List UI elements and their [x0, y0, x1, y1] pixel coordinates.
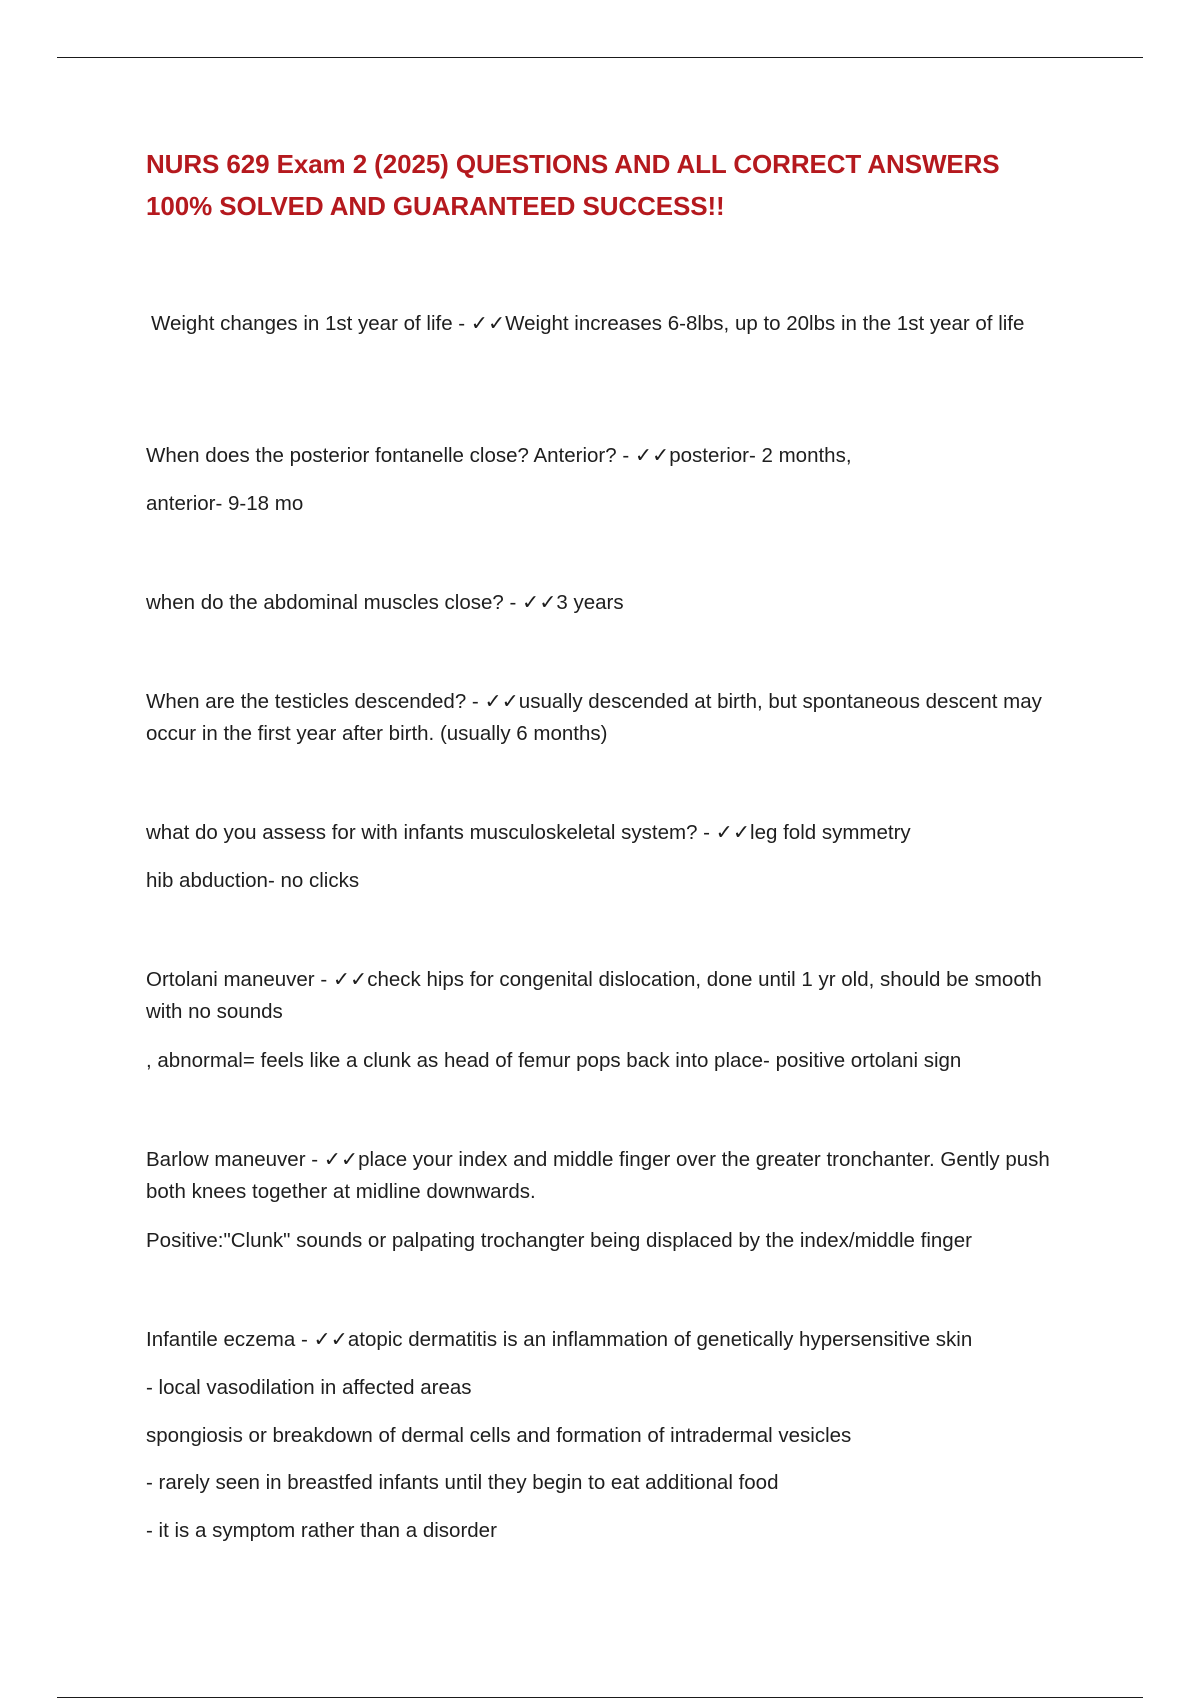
qa-text: - it is a symptom rather than a disorder — [146, 1519, 497, 1542]
qa-eczema-answer-line-2 — [146, 1420, 1066, 1452]
qa-eczema-answer-line-4 — [146, 1515, 1066, 1547]
qa-eczema-question — [146, 1324, 1066, 1356]
qa-text: when do the abdominal muscles close? - ✓✓3 years — [146, 591, 624, 614]
qa-text: Barlow maneuver - ✓✓place your index and middle finger over the greater tronchanter. Gently push both knees together at midline downwards. — [146, 1148, 1050, 1203]
qa-text: - rarely seen in breastfed infants until they begin to eat additional food — [146, 1471, 779, 1494]
title-line-2: 100% SOLVED AND GUARANTEED SUCCESS!! — [146, 191, 725, 221]
qa-text: - local vasodilation in affected areas — [146, 1376, 472, 1399]
title-line-1: NURS 629 Exam 2 (2025) QUESTIONS AND ALL CORRECT ANSWERS — [146, 149, 1000, 179]
document-title — [146, 143, 1106, 227]
qa-testicles-question — [146, 686, 1066, 750]
qa-fontanelle-question — [146, 440, 1066, 472]
qa-eczema-answer-line-3 — [146, 1467, 1066, 1499]
qa-text: When does the posterior fontanelle close? Anterior? - ✓✓posterior- 2 months, — [146, 444, 852, 467]
qa-text: what do you assess for with infants musculoskeletal system? - ✓✓leg fold symmetry — [146, 821, 911, 844]
qa-musculoskeletal-answer-line — [146, 865, 1066, 897]
qa-text: anterior- 9-18 mo — [146, 492, 304, 515]
qa-barlow-question — [146, 1144, 1066, 1208]
top-rule — [57, 57, 1143, 58]
qa-text: Weight changes in 1st year of life - ✓✓Weight increases 6-8lbs, up to 20lbs in the 1st year of life — [151, 312, 1025, 335]
qa-abdominal-muscles-question — [146, 587, 1066, 619]
qa-text: spongiosis or breakdown of dermal cells and formation of intradermal vesicles — [146, 1424, 852, 1447]
qa-musculoskeletal-question — [146, 817, 1066, 849]
qa-text: Ortolani maneuver - ✓✓check hips for congenital dislocation, done until 1 yr old, should be smooth with no sounds — [146, 968, 1042, 1023]
qa-text: Positive:"Clunk" sounds or palpating trochangter being displaced by the index/middle finger — [146, 1229, 972, 1252]
qa-text: , abnormal= feels like a clunk as head of femur pops back into place- positive ortolani sign — [146, 1049, 962, 1072]
qa-fontanelle-answer-line — [146, 488, 1066, 520]
qa-text: Infantile eczema - ✓✓atopic dermatitis is an inflammation of genetically hypersensitive skin — [146, 1328, 973, 1351]
qa-weight-changes-question — [146, 308, 1066, 340]
qa-ortolani-answer-line — [146, 1045, 1066, 1077]
bottom-rule — [57, 1697, 1143, 1698]
qa-text: hib abduction- no clicks — [146, 869, 360, 892]
qa-ortolani-question — [146, 964, 1066, 1028]
qa-eczema-answer-line-1 — [146, 1372, 1066, 1404]
qa-barlow-answer-line — [146, 1225, 1066, 1257]
qa-text: When are the testicles descended? - ✓✓usually descended at birth, but spontaneous descent may occur in the first year after birth. (usually 6 months) — [146, 690, 1042, 745]
